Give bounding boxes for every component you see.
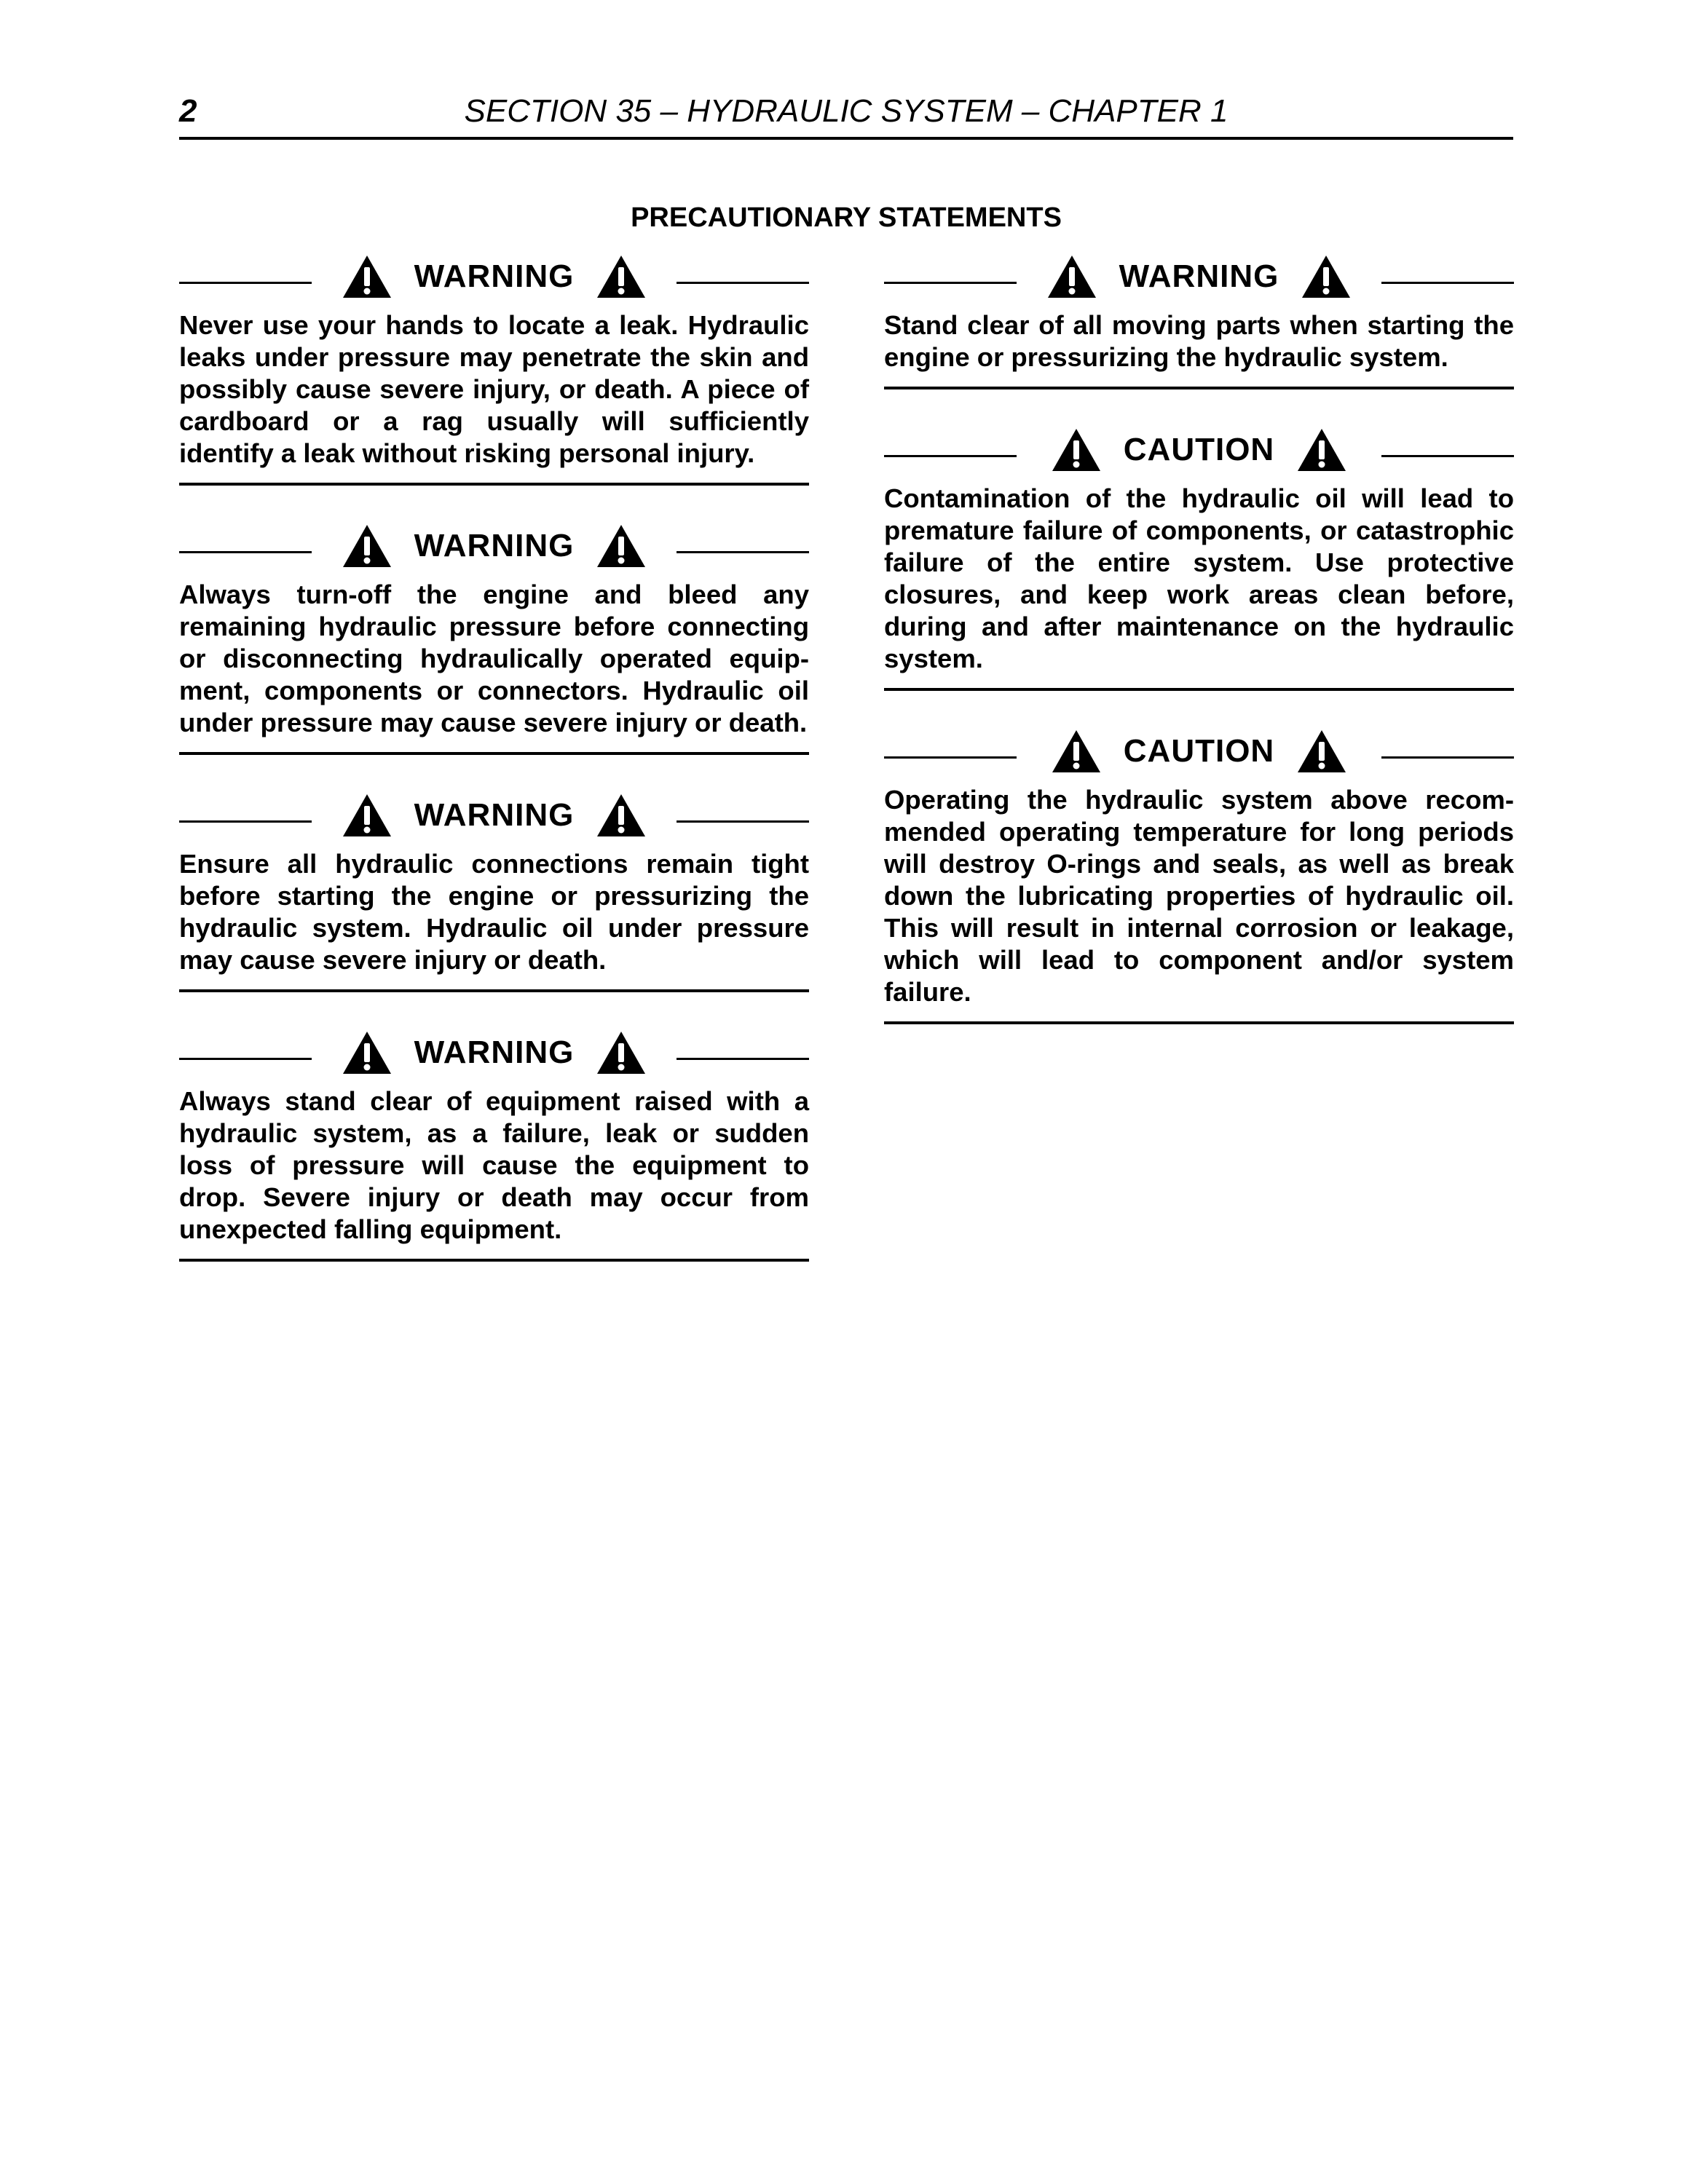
notice-text: Stand clear of all moving parts when starting the engine or pressurizing the hydraulic system. [884,310,1514,372]
notice-label: WARNING [414,528,575,563]
notice-header [179,1026,809,1081]
notice-label: WARNING [414,797,575,833]
notice-caution [884,724,1514,1024]
warning-triangle-icon [342,1030,393,1075]
warning-triangle-icon [342,523,393,569]
header-rule-right [1381,282,1514,284]
warning-triangle-icon [596,793,647,838]
notice-label: WARNING [414,258,575,294]
warning-triangle-icon [1051,729,1102,774]
notice-header [179,250,809,305]
header-rule-right [677,282,809,284]
notice-text: Ensure all hydraulic connections remain tight before starting the engine or pressurizing the hydraulic system. Hydraulic oil under pressure may cause severe injury or death. [179,849,809,975]
notice-header [179,788,809,844]
warning-triangle-icon [596,254,647,299]
left-column [179,250,809,1295]
notice-header [884,423,1514,478]
warning-triangle-icon [1296,729,1347,774]
notice-warning [179,519,809,755]
warning-triangle-icon [596,1030,647,1075]
notice-label: WARNING [1119,258,1279,294]
notice-header [884,724,1514,780]
notice-caution [884,423,1514,691]
page-title: SECTION 35 – HYDRAULIC SYSTEM – CHAPTER 1 [464,93,1228,129]
page-header [179,89,1513,140]
section-heading: PRECAUTIONARY STATEMENTS [631,202,1062,233]
notice-text: Operating the hydraulic system above recommended operating temperature for long periods will destroy O-rings and seals, as well as break down the lubricating properties of hydraulic oil. This will result in internal corrosion or leakage, which will lead to component and/or system failure. [884,785,1514,1007]
header-rule-right [677,1058,809,1060]
notice-text: Never use your hands to locate a leak. Hydraulic leaks under pressure may penetrate the skin and possibly cause severe injury, or death. A piece of cardboard or a rag usually will sufficiently identify a leak without risking personal injury. [179,310,809,468]
warning-triangle-icon [1051,427,1102,472]
header-rule-right [677,551,809,553]
warning-triangle-icon [1046,254,1097,299]
notice-text: Always stand clear of equipment raised with a hydraulic system, as a failure, leak or sudden loss of pressure will cause the equipment to drop. Severe injury or death may occur from unexpected falling equipment. [179,1086,809,1244]
notice-text: Always turn-off the engine and bleed any remaining hydraulic pressure before connecting or disconnecting hydraulically operated equipment, components or connectors. Hydraulic oil under pressure may cause severe injury or death. [179,579,809,737]
warning-triangle-icon [1296,427,1347,472]
notice-label: CAUTION [1123,432,1275,467]
notice-warning [179,250,809,486]
notice-text: Contamination of the hydraulic oil will lead to premature failure of components, or catastrophic failure of the entire system. Use protective closures, and keep work areas clean before, during and after maintenance on the hydraulic system. [884,483,1514,673]
warning-triangle-icon [596,523,647,569]
notice-header [884,250,1514,305]
page-number: 2 [179,93,197,129]
notice-header [179,519,809,574]
notice-label: WARNING [414,1034,575,1070]
right-column [884,250,1514,1058]
header-rule-right [1381,756,1514,759]
warning-triangle-icon [342,793,393,838]
warning-triangle-icon [342,254,393,299]
header-rule-right [677,820,809,823]
notice-label: CAUTION [1123,733,1275,769]
warning-triangle-icon [1301,254,1352,299]
header-rule-right [1381,455,1514,457]
notice-warning [179,788,809,992]
notice-warning [179,1026,809,1262]
notice-warning [884,250,1514,389]
